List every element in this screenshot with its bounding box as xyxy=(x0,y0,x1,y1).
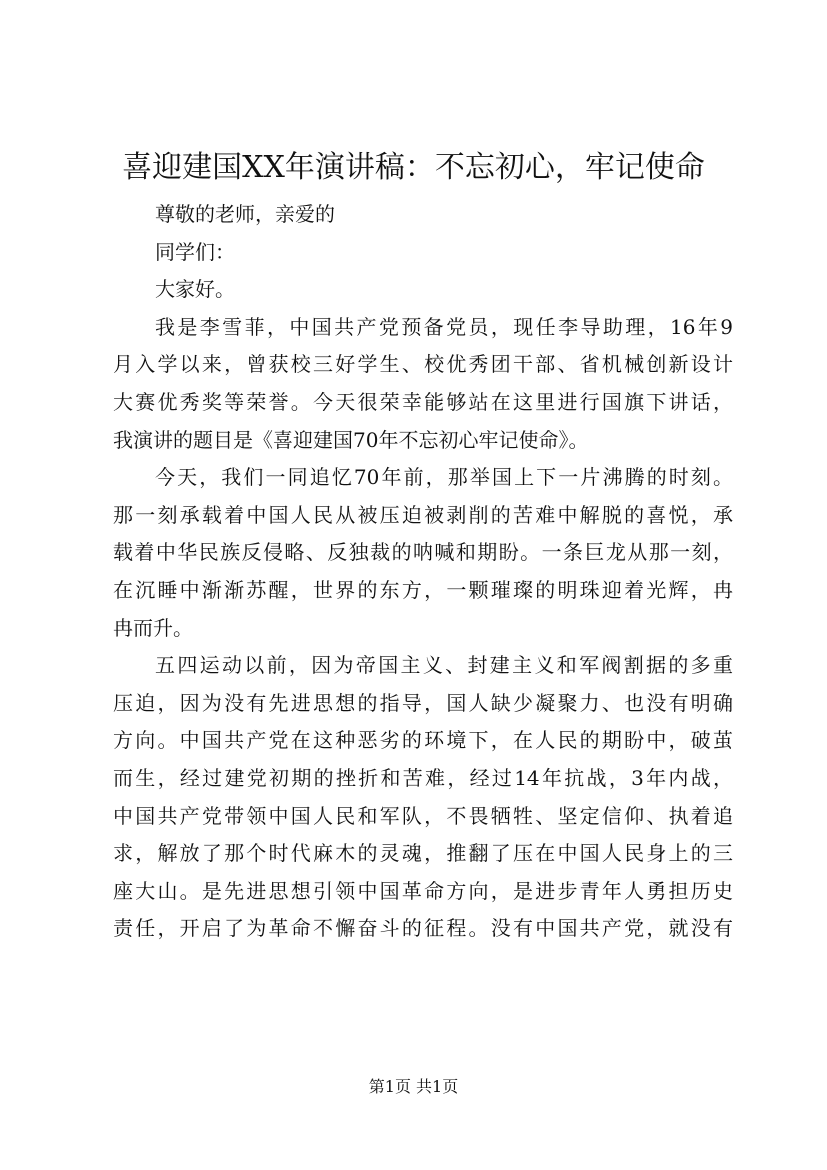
text-line: 求，解放了那个时代麻木的灵魂，推翻了压在中国人民身上的三 xyxy=(113,841,733,866)
text-line: 座大山。是先进思想引领中国革命方向，是进步青年人勇担历史 xyxy=(113,878,733,903)
text-line: 五四运动以前，因为帝国主义、封建主义和军阀割据的多重 xyxy=(155,653,733,678)
text-line: 尊敬的老师，亲爱的 xyxy=(155,202,335,226)
text-line: 月入学以来，曾获校三好学生、校优秀团干部、省机械创新设计 xyxy=(113,352,733,377)
text-line: 冉而升。 xyxy=(113,615,193,640)
text-line: 我是李雪菲，中国共产党预备党员，现任李导助理，16年9 xyxy=(155,314,733,339)
text-line: 那一刻承载着中国人民从被压迫被剥削的苦难中解脱的喜悦，承 xyxy=(113,502,733,527)
text-line: 大家好。 xyxy=(155,277,235,302)
text-line: 大赛优秀奖等荣誉。今天很荣幸能够站在这里进行国旗下讲话， xyxy=(113,389,733,414)
text-line: 载着中华民族反侵略、反独裁的呐喊和期盼。一条巨龙从那一刻， xyxy=(113,540,733,565)
text-line: 同学们： xyxy=(155,239,235,264)
text-line: 而生，经过建党初期的挫折和苦难，经过14年抗战，3年内战， xyxy=(113,765,733,790)
document-body xyxy=(113,196,733,948)
text-line: 我演讲的题目是《喜迎建国70年不忘初心牢记使命》。 xyxy=(113,427,589,452)
text-line: 今天，我们一同追忆70年前，那举国上下一片沸腾的时刻。 xyxy=(155,465,733,490)
text-line: 在沉睡中渐渐苏醒，世界的东方，一颗璀璨的明珠迎着光辉，冉 xyxy=(113,577,733,602)
text-line: 压迫，因为没有先进思想的指导，国人缺少凝聚力、也没有明确 xyxy=(113,690,733,715)
text-line: 中国共产党带领中国人民和军队，不畏牺牲、坚定信仰、执着追 xyxy=(113,803,733,828)
page-footer: 第1页 共1页 xyxy=(368,1077,459,1096)
text-line: 责任，开启了为革命不懈奋斗的征程。没有中国共产党，就没有 xyxy=(113,916,733,941)
text-line: 方向。中国共产党在这种恶劣的环境下，在人民的期盼中，破茧 xyxy=(113,728,733,753)
document-title: 喜迎建国XX年演讲稿：不忘初心，牢记使命 xyxy=(122,150,705,185)
